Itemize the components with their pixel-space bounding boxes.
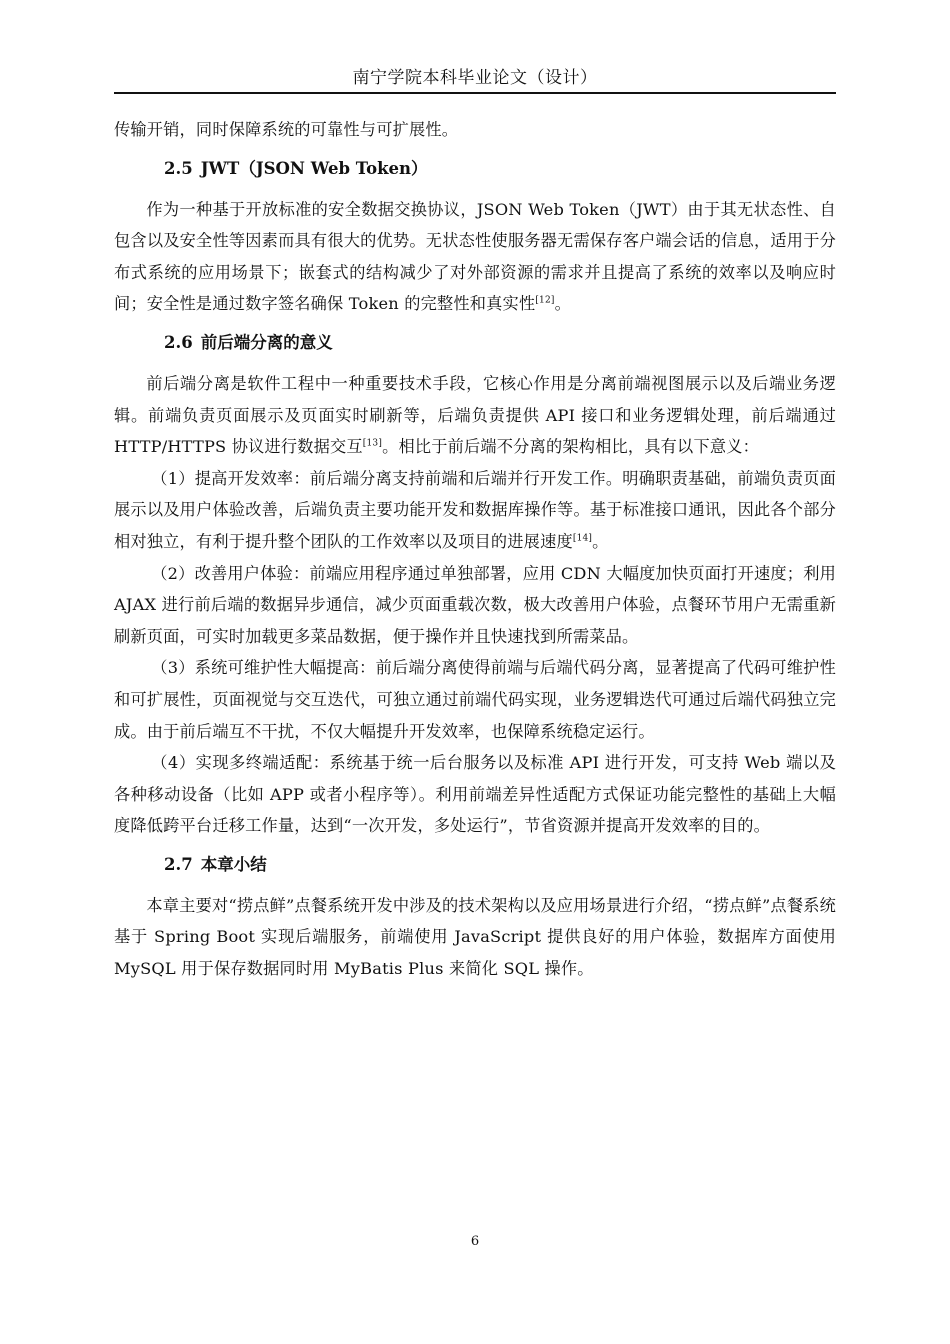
citation-13: [13] (362, 438, 383, 449)
paragraph-text: （1）提高开发效率：前后端分离支持前端和后端并行开发工作。明确职责基础，前端负责页面展示以及用户体验改善，后端负责主要功能开发和数据库操作等。基于标准接口通讯，因此各个部分相对独立，有利于提升整个团队的工作效率以及项目的进展速度 (114, 468, 836, 551)
section-number: 2.6 (164, 332, 193, 352)
section-heading-2-6 (114, 332, 836, 354)
paragraph-tail: 。 (592, 531, 609, 551)
list-item-3 (114, 652, 836, 747)
paragraph-text: 作为一种基于开放标准的安全数据交换协议，JSON Web Token（JWT）由于其无状态性、自包含以及安全性等因素而具有很大的优势。无状态性使服务器无需保存客户端会话的信息，适用于分布式系统的应用场景下；嵌套式的结构减少了对外部资源的需求并且提高了系统的效率以及响应时间；安全性是通过数字签名确保 Token 的完整性和真实性 (114, 199, 836, 314)
list-item-1 (114, 463, 836, 558)
section-title: 前后端分离的意义 (200, 332, 333, 352)
section-title: JWT（JSON Web Token） (200, 158, 428, 178)
header-rule (114, 92, 836, 94)
list-item-2 (114, 558, 836, 653)
paragraph-text: 前后端分离是软件工程中一种重要技术手段，它核心作用是分离前端视图展示以及后端业务逻辑。前端负责页面展示及页面实时刷新等，后端负责提供 API 接口和业务逻辑处理，前后端通过 HTTP/HTTPS 协议进行数据交互 (114, 373, 836, 457)
section-number: 2.5 (164, 158, 193, 178)
paragraph-jwt (114, 194, 836, 320)
section-title: 本章小结 (200, 854, 267, 874)
section-heading-2-5 (114, 158, 836, 180)
paragraph-continued (114, 114, 836, 146)
paragraph-summary (114, 890, 836, 985)
page-number: 6 (470, 1234, 480, 1249)
section-number: 2.7 (164, 854, 193, 874)
paragraph-text: 本章主要对“捞点鲜”点餐系统开发中涉及的技术架构以及应用场景进行介绍，“捞点鲜”点餐系统基于 Spring Boot 实现后端服务，前端使用 JavaScript 提供良好的用户体验，数据库方面使用 MySQL 用于保存数据同时用 MyBatis Plus 来简化 SQL 操作。 (114, 895, 836, 979)
citation-12: [12] (535, 295, 555, 306)
paragraph-text: （3）系统可维护性大幅提高：前后端分离使得前端与后端代码分离，显著提高了代码可维护性和可扩展性，页面视觉与交互迭代，可独立通过前端代码实现，业务逻辑迭代可通过后端代码独立完成。由于前后端互不干扰，不仅大幅提升开发效率，也保障系统稳定运行。 (114, 658, 836, 741)
paragraph-separation-intro (114, 368, 836, 463)
section-heading-2-7 (114, 854, 836, 876)
paragraph-text: （4）实现多终端适配：系统基于统一后台服务以及标准 API 进行开发，可支持 Web 端以及各种移动设备（比如 APP 或者小程序等）。利用前端差异性适配方式保证功能完整性的基础上大幅度降低跨平台迁移工作量，达到“一次开发，多处运行”，节省资源并提高开发效率的目的。 (114, 753, 836, 836)
paragraph-text: 传输开销，同时保障系统的可靠性与可扩展性。 (114, 120, 459, 139)
paragraph-tail: 。相比于前后端不分离的架构相比，具有以下意义： (382, 437, 759, 457)
paragraph-text: （2）改善用户体验：前端应用程序通过单独部署，应用 CDN 大幅度加快页面打开速度；利用 AJAX 进行前后端的数据异步通信，减少页面重载次数，极大改善用户体验，点餐环节用户无需重新刷新页面，可实时加载更多菜品数据，便于操作并且快速找到所需菜品。 (114, 563, 836, 646)
list-item-4 (114, 747, 836, 842)
page-body (114, 114, 836, 985)
citation-14: [14] (572, 533, 593, 544)
running-header: 南宁学院本科毕业论文（设计） (352, 68, 598, 88)
paragraph-tail: 。 (554, 294, 571, 314)
